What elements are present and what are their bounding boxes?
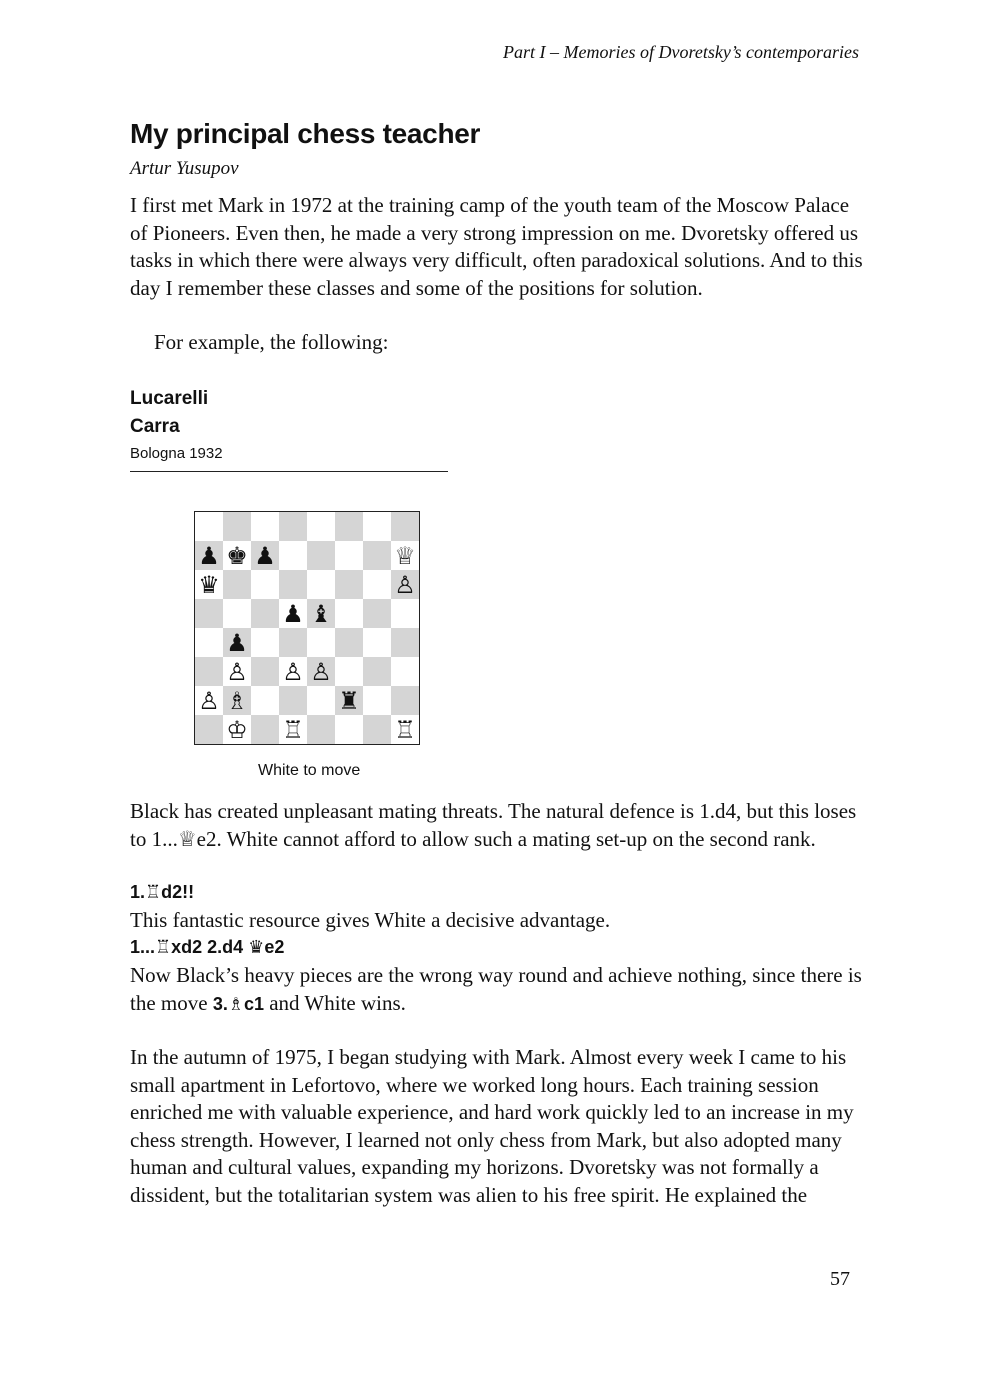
board-square [335,628,363,657]
board-square: ♖ [391,715,419,744]
board-square [363,570,391,599]
article-author: Artur Yusupov [130,158,239,179]
game-header [130,385,448,472]
board-square [251,715,279,744]
board-square [307,512,335,541]
board-square [335,541,363,570]
board-caption: White to move [258,762,361,779]
move-notation-1: 1.♖d2!! [130,882,195,902]
board-square [335,599,363,628]
board-square: ♙ [223,657,251,686]
board-square: ♚ [223,541,251,570]
board-square [251,686,279,715]
board-square: ♙ [307,657,335,686]
page-number: 57 [830,1268,850,1290]
inline-move-notation: 3.♗c1 [212,993,264,1014]
game-event: Bologna 1932 [130,445,223,462]
board-square [195,599,223,628]
analysis-paragraph-threats: Black has created unpleasant mating threats. The natural defence is 1.d4, but this loses to 1...♕e2. White cannot afford to allow such a mating set-up on the second rank. [130,799,857,851]
board-square [335,570,363,599]
white-player: Lucarelli [130,388,209,409]
board-square [363,541,391,570]
board-square [223,512,251,541]
text-segment: and White wins. [263,990,406,1015]
board-square [195,628,223,657]
board-square [251,628,279,657]
board-square [391,657,419,686]
board-square [363,599,391,628]
board-square [391,599,419,628]
black-player: Carra [130,416,180,437]
board-square [335,715,363,744]
board-square [279,686,307,715]
board-square: ♙ [195,686,223,715]
board-square [279,570,307,599]
article-title: My principal chess teacher [130,118,481,149]
board-square: ♟ [223,628,251,657]
board-square: ♟ [251,541,279,570]
board-square [251,570,279,599]
board-square [223,599,251,628]
body-paragraph-autumn: In the autumn of 1975, I began studying with Mark. Almost every week I came to his small apartment in Lefortovo, where we worked long hours. Each training session enriched me with valuable experience, and hard work quickly led to an increase in my chess strength. However, I learned not only chess from Mark, but also adopted many human and cultural values, expanding my horizons. Dvoretsky was not formally a dissident, but the totalitarian system was alien to his free spirit. He explained the [130,1045,854,1207]
board-square: ♟ [279,599,307,628]
board-square [391,686,419,715]
board-square: ♜ [335,686,363,715]
board-square [251,599,279,628]
board-square [363,686,391,715]
board-square [363,628,391,657]
board-square [279,628,307,657]
analysis-paragraph-heavy [130,962,870,1018]
board-square [307,541,335,570]
board-square: ♙ [391,570,419,599]
board-square [307,570,335,599]
board-square: ♟ [195,541,223,570]
board-square [391,628,419,657]
board-square [195,657,223,686]
intro-paragraph: I first met Mark in 1972 at the training camp of the youth team of the Moscow Palace of Pioneers. Even then, he made a very strong impression on me. Dvoretsky offered us tasks in which there were always very difficult, often paradoxical solutions. And to this day I remember these classes and some of the positions for solution. [130,193,863,300]
board-square [363,657,391,686]
board-square [335,512,363,541]
board-square: ♙ [279,657,307,686]
board-square [307,686,335,715]
board-square [195,512,223,541]
analysis-paragraph-resource: This fantastic resource gives White a decisive advantage. [130,908,611,932]
board-square [307,715,335,744]
divider-rule [130,471,448,472]
running-header: Part I – Memories of Dvoretsky’s contemporaries [503,42,859,62]
chess-board [194,511,420,745]
board-square [251,657,279,686]
board-square: ♕ [391,541,419,570]
board-square: ♗ [223,686,251,715]
board-square [279,512,307,541]
intro-paragraph-2: For example, the following: [154,330,389,354]
board-square: ♝ [307,599,335,628]
board-square [335,657,363,686]
board-square [363,715,391,744]
board-square: ♔ [223,715,251,744]
board-square [223,570,251,599]
board-square [279,541,307,570]
board-square [251,512,279,541]
board-square [363,512,391,541]
board-square [307,628,335,657]
move-notation-2: 1...♖xd2 2.d4 ♛e2 [130,937,285,957]
board-square [195,715,223,744]
board-square: ♖ [279,715,307,744]
board-square [391,512,419,541]
board-square: ♛ [195,570,223,599]
text-segment: Now Black’s heavy pieces are the wrong way round and achieve nothing, since there is the move [130,963,862,1015]
